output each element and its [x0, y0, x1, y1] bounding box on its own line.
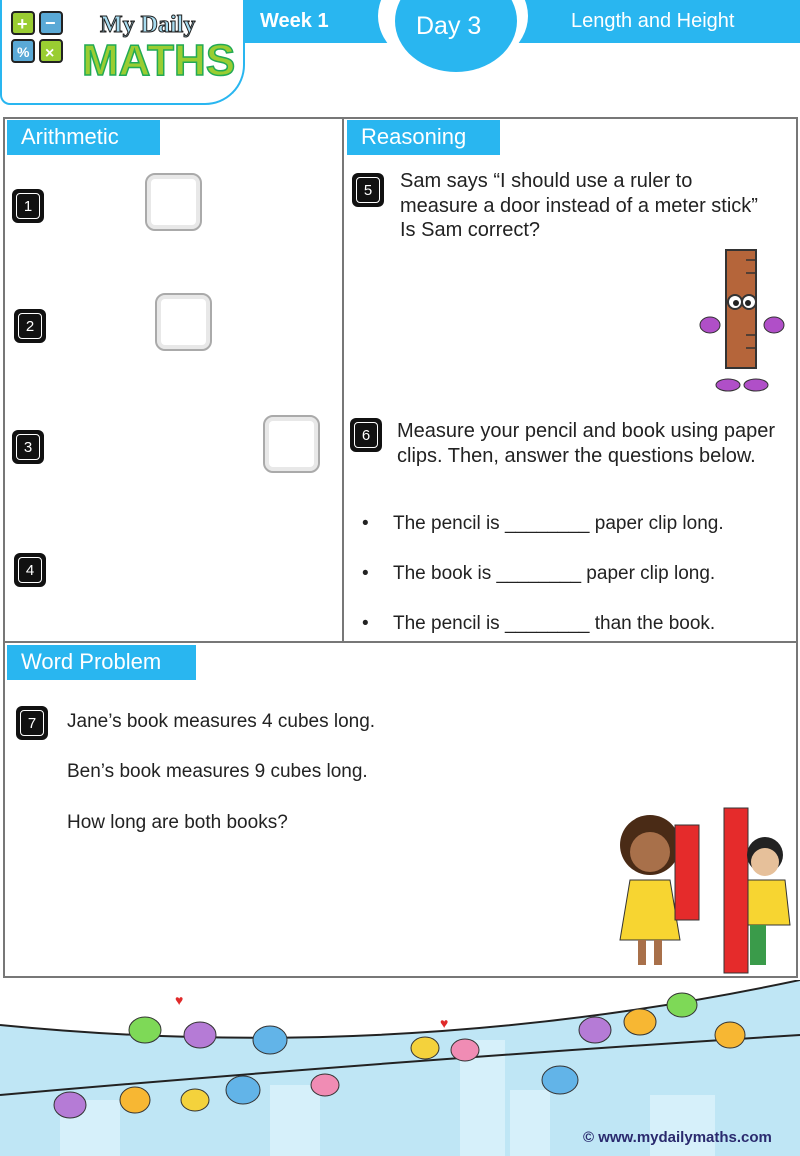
word-problem-line-1: Jane’s book measures 4 cubes long. [67, 711, 376, 732]
footer-copyright[interactable]: © www.mydailymaths.com [583, 1129, 772, 1146]
word-problem-heading: Word Problem [7, 645, 196, 680]
answer-line-3: The pencil is ________ than the book. [393, 613, 716, 634]
question-number: 5 [356, 177, 380, 203]
bullet-2: • [362, 563, 369, 584]
svg-text:×: × [45, 45, 55, 62]
question-number: 4 [18, 557, 42, 583]
question-5-text: Sam says “I should use a ruler to measure a door instead of a meter stick” Is Sam correct? [400, 170, 758, 241]
answer-box-2[interactable] [155, 293, 212, 351]
svg-text:My Daily: My Daily [100, 12, 196, 38]
question-badge-2 [14, 309, 46, 343]
svg-text:♥: ♥ [440, 1015, 449, 1031]
answer-line-2: The book is ________ paper clip long. [393, 563, 716, 584]
bullet-3: • [362, 613, 369, 634]
answer-box-1[interactable] [145, 173, 202, 231]
row-divider [3, 641, 798, 643]
question-badge-6 [350, 418, 382, 452]
question-number: 2 [18, 313, 42, 339]
answer-line-1: The pencil is ________ paper clip long. [393, 513, 724, 534]
svg-text:+: + [17, 14, 28, 34]
logo [0, 0, 245, 105]
column-divider [342, 117, 344, 642]
week-label: Week 1 [260, 10, 329, 32]
question-6-text: Measure your pencil and book using paper clips. Then, answer the questions below. [397, 420, 776, 467]
day-label: Day 3 [416, 12, 482, 40]
question-number: 7 [20, 710, 44, 736]
answer-box-3[interactable] [263, 415, 320, 473]
question-badge-4 [14, 553, 46, 587]
ruler-character-illustration [698, 245, 788, 395]
word-problem-line-2: Ben’s book measures 9 cubes long. [67, 761, 368, 782]
question-number: 1 [16, 193, 40, 219]
svg-text:MATHS: MATHS [82, 36, 236, 85]
question-badge-5 [352, 173, 384, 207]
svg-text:−: − [45, 13, 56, 33]
question-badge-3 [12, 430, 44, 464]
question-badge-7 [16, 706, 48, 740]
arithmetic-heading: Arithmetic [7, 120, 160, 155]
bullet-1: • [362, 513, 369, 534]
topic-label: Length and Height [571, 10, 735, 32]
word-problem-line-3: How long are both books? [67, 812, 288, 833]
svg-text:%: % [17, 44, 30, 60]
reasoning-heading: Reasoning [347, 120, 500, 155]
logo-icon [2, 0, 242, 100]
question-number: 6 [354, 422, 378, 448]
children-with-cubes-illustration [600, 800, 800, 978]
question-badge-1 [12, 189, 44, 223]
question-number: 3 [16, 434, 40, 460]
svg-text:♥: ♥ [175, 992, 184, 1008]
